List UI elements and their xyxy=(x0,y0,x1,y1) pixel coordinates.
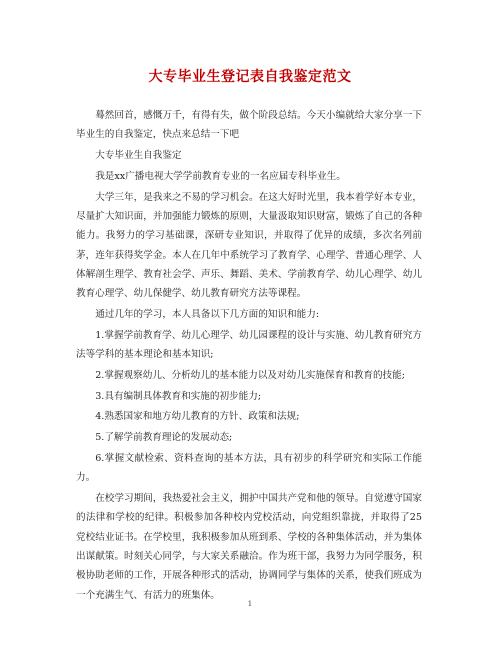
intro-paragraph: 蓦然回首，感慨万千，有得有失，做个阶段总结。今天小编就给大家分享一下毕业生的自我鉴定，快点来总结一下吧 xyxy=(76,110,422,141)
abilities-intro-paragraph: 通过几年的学习，本人具备以下几方面的知识和能力: xyxy=(95,308,320,320)
study-paragraph: 大学三年，是我来之不易的学习机会。在这大好时光里，我本着学好本专业，尽量扩大知识面，并加强能力锻炼的原则，大量汲取知识财富，锻炼了自己的各种能力。我努力的学习基础课，深研专业知识，并取得了优异的成绩，多次名列前茅，连年获得奖学金。本人在几年中系统学习了教育学、心理学、普通心理学、人体解剖生理学、教育社会学、声乐、舞蹈、美术、学前教育学、幼儿心理学、幼儿教育心理学、幼儿保健学、幼儿教育研究方法等课程。 xyxy=(76,191,422,300)
document-body xyxy=(76,106,422,606)
ability-item-4: 4.熟悉国家和地方幼儿教育的方针、政策和法规; xyxy=(95,411,300,423)
document-title: 大专毕业生登记表自我鉴定范文 xyxy=(148,69,352,85)
identity-paragraph: 我是xx广播电视大学学前教育专业的一名应届专科毕业生。 xyxy=(95,170,346,182)
campus-life-paragraph: 在校学习期间，我热爱社会主义，拥护中国共产党和他的领导。自觉遵守国家的法律和学校的纪律。积极参加各种校内党校活动，向党组织靠拢，并取得了25党校结业证书。在学校里，我积极参加从班到系、学校的各种集体活动，并为集体出谋献策。时刻关心同学，与大家关系融洽。作为班干部，我努力为同学服务，积极协助老师的工作，开展各种形式的活动，协调同学与集体的关系，使我们班成为一个充满生气、有活力的班集体。 xyxy=(76,493,422,601)
ability-item-3: 3.具有编制具体教育和实施的初步能力; xyxy=(95,390,262,402)
section-heading: 大专毕业生自我鉴定 xyxy=(95,150,182,162)
page-number: 1 xyxy=(247,600,253,608)
ability-item-5: 5.了解学前教育理论的发展动态; xyxy=(95,432,233,444)
ability-item-1: 1.掌握学前教育学、幼儿心理学、幼儿园课程的设计与实施、幼儿教育研究方法等学科的基本理论和基本知识; xyxy=(76,329,422,361)
ability-item-6: 6.掌握文献检索、资料查询的基本方法，具有初步的科学研究和实际工作能力。 xyxy=(76,453,422,484)
ability-item-2: 2.掌握观察幼儿、分析幼儿的基本能力以及对幼儿实施保育和教育的技能; xyxy=(95,369,405,381)
